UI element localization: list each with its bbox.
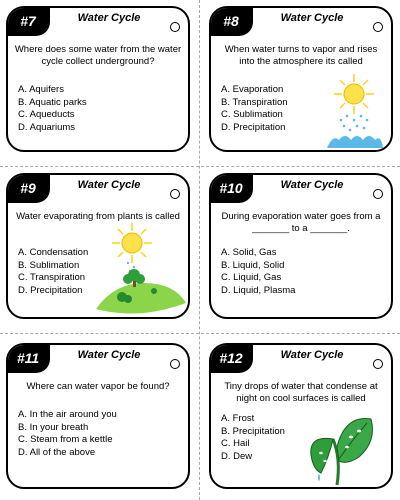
option-a[interactable]: A. Evaporation (221, 84, 284, 95)
card-title: Water Cycle (280, 12, 344, 24)
option-a[interactable]: A. Aquifers (18, 84, 64, 95)
option-a[interactable]: A. Solid, Gas (221, 247, 277, 258)
question-text: During evaporation water goes from a _______ to a _______. (221, 211, 381, 234)
option-d[interactable]: D. All of the above (18, 446, 96, 458)
card-number: #9 (6, 173, 50, 203)
option-b[interactable]: B. Transpiration (221, 96, 288, 108)
question-text: When water turns to vapor and rises into the atmosphere its called (224, 44, 378, 67)
option-b[interactable]: B. In your breath (18, 421, 89, 433)
question-text: Where can water vapor be found? (26, 381, 170, 392)
card-number: #12 (209, 343, 253, 373)
card-title: Water Cycle (77, 349, 141, 361)
water-drops-icon (327, 115, 383, 148)
tree-hill-icon (96, 269, 186, 314)
option-c[interactable]: C. Steam from a kettle (18, 434, 113, 445)
card-title: Water Cycle (280, 349, 344, 361)
question-text: Tiny drops of water that condense at night on cool surfaces is called (224, 381, 378, 404)
cut-line-horizontal (0, 333, 400, 334)
punch-hole (170, 359, 180, 369)
answer-options (18, 84, 87, 134)
punch-hole (170, 189, 180, 199)
card-title: Water Cycle (77, 12, 141, 24)
card-title: Water Cycle (77, 179, 141, 191)
option-b[interactable]: B. Aquatic parks (18, 96, 87, 108)
card-title: Water Cycle (280, 179, 344, 191)
answer-options (221, 84, 288, 134)
leaf-dew-icon (311, 419, 373, 485)
option-b[interactable]: B. Precipitation (221, 425, 285, 437)
transpiration-illustration (94, 221, 188, 317)
dew-illustration (307, 409, 379, 487)
option-d[interactable]: D. Liquid, Plasma (221, 284, 296, 296)
task-card-8 (209, 6, 393, 152)
option-c[interactable]: C. Transpiration (18, 272, 86, 283)
answer-options (221, 413, 285, 463)
option-d[interactable]: D. Aquariums (18, 121, 76, 133)
question-text: Where does some water from the water cycle collect underground? (14, 44, 182, 67)
card-number: #7 (6, 6, 50, 36)
option-d[interactable]: D. Dew (221, 450, 253, 462)
option-b[interactable]: B. Sublimation (18, 259, 80, 271)
cut-line-horizontal (0, 166, 400, 167)
answer-options (221, 247, 295, 297)
task-card-7 (6, 6, 190, 152)
sun-icon (112, 223, 152, 263)
option-c[interactable]: C. Aqueducts (18, 109, 75, 120)
sun-icon (334, 74, 374, 114)
cut-line-vertical (199, 0, 200, 500)
task-card-9 (6, 173, 190, 319)
question-text: Water evaporating from plants is called (16, 211, 180, 222)
card-number: #8 (209, 6, 253, 36)
evaporation-illustration (321, 70, 387, 150)
option-b[interactable]: B. Liquid, Solid (221, 259, 285, 271)
answer-options (18, 247, 88, 297)
punch-hole (373, 189, 383, 199)
task-card-10 (209, 173, 393, 319)
option-a[interactable]: A. Frost (221, 413, 255, 424)
card-number: #10 (209, 173, 253, 203)
option-c[interactable]: C. Liquid, Gas (221, 272, 282, 283)
punch-hole (170, 22, 180, 32)
punch-hole (373, 22, 383, 32)
card-number: #11 (6, 343, 50, 373)
option-d[interactable]: D. Precipitation (221, 121, 286, 133)
option-c[interactable]: C. Sublimation (221, 109, 283, 120)
option-a[interactable]: A. Condensation (18, 247, 89, 258)
option-d[interactable]: D. Precipitation (18, 284, 83, 296)
option-a[interactable]: A. In the air around you (18, 409, 117, 420)
answer-options (18, 409, 117, 459)
option-c[interactable]: C. Hail (221, 438, 250, 449)
punch-hole (373, 359, 383, 369)
task-card-12 (209, 343, 393, 489)
task-card-11 (6, 343, 190, 489)
